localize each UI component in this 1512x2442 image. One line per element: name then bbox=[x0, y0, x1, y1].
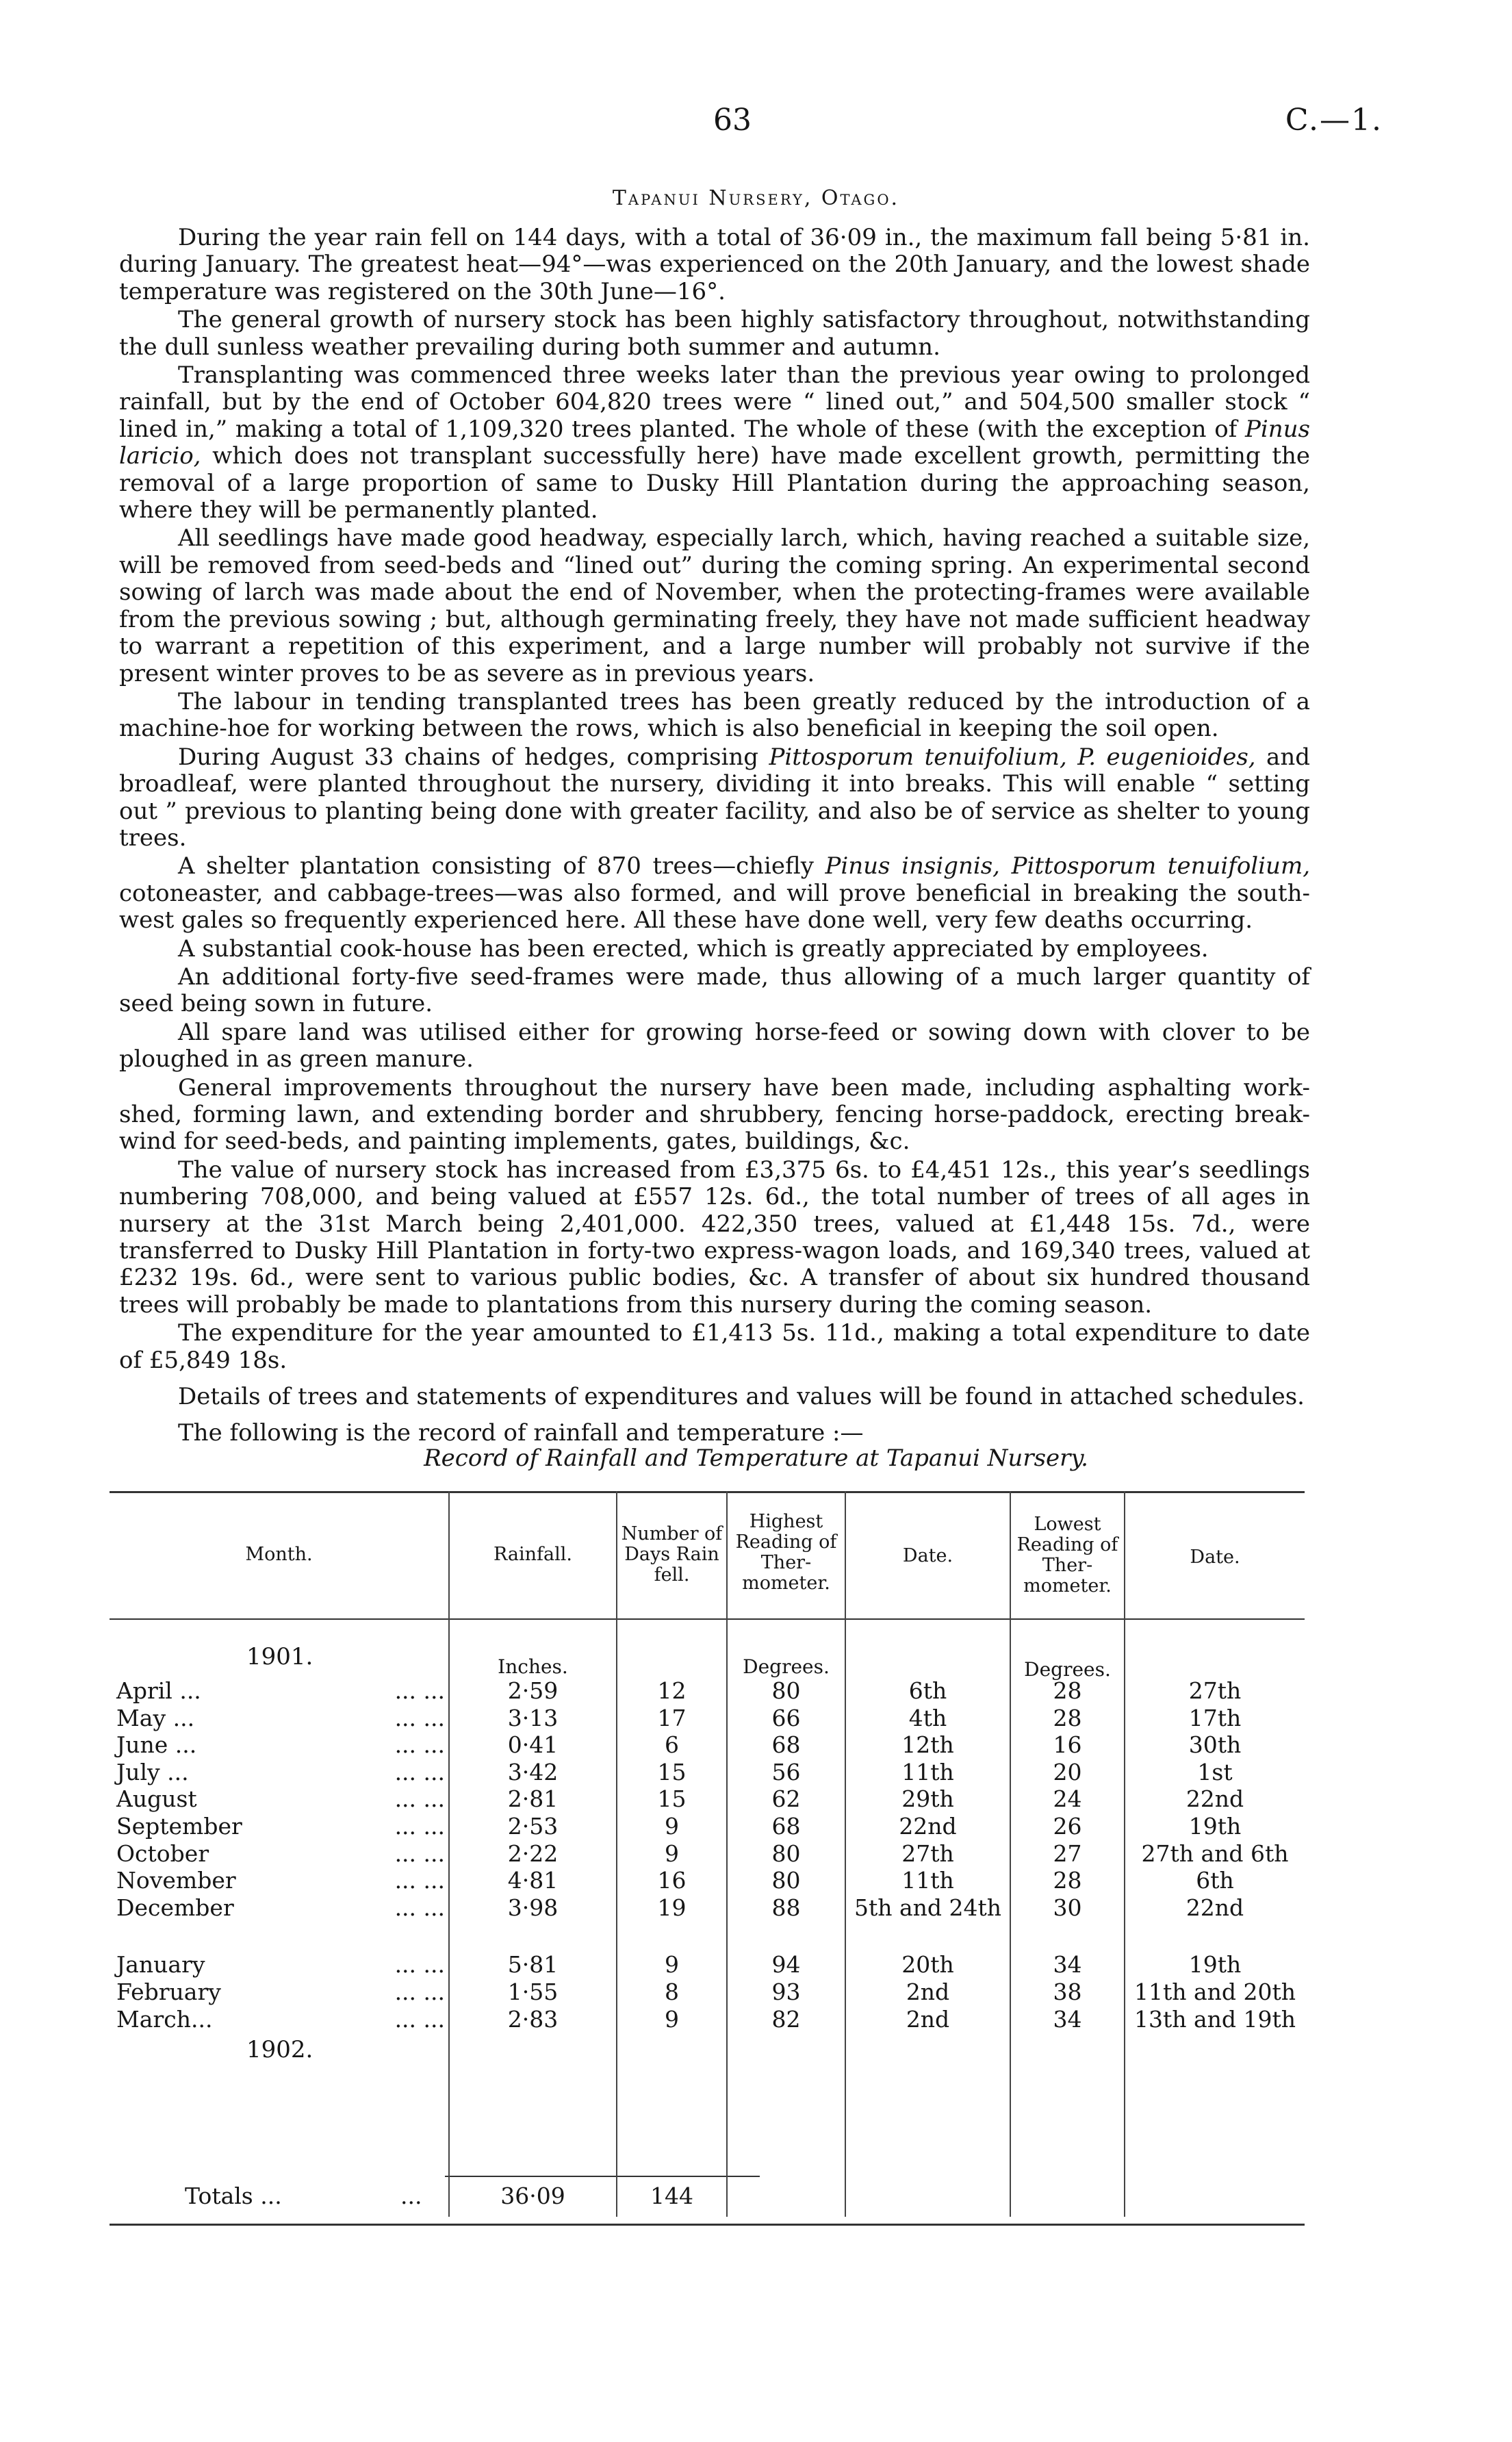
paragraph-rainfall-summary: During the year rain fell on 144 days, with a total of 36·09 in., the maximum fall being 5·81 in. during January. The greatest heat—94°—was experienced on the 20th January, and the lowest shade temperature was registered on the 30th June—16°. bbox=[119, 224, 1310, 305]
document-reference: C.—1. bbox=[1285, 103, 1383, 138]
cell-date-high: 11th bbox=[901, 1867, 954, 1894]
cell-lowest: 24 bbox=[1053, 1785, 1082, 1813]
header-highest: Highest Reading of Ther-mometer. bbox=[735, 1511, 837, 1594]
paragraph-cook-house: A substantial cook-house has been erected, which is greatly appreciated by employees. bbox=[178, 934, 1209, 963]
cell-highest: 80 bbox=[771, 1677, 801, 1704]
cell-rainfall: 0·41 bbox=[507, 1731, 559, 1759]
paragraph-seedlings: All seedlings have made good headway, especially larch, which, having reached a suitable size, will be removed from seed-beds and “lined out” during the coming spring. An experimental second sowing of larch was made about the end of November, when the protecting-frames were available from the previous sowing ; but, although germinating freely, they have not made sufficient headway to warrant a repetition of this experiment, and a large number will probably not survive if the present winter proves to be as severe as in previous years. bbox=[119, 524, 1310, 687]
header-rainfall: Rainfall. bbox=[493, 1544, 572, 1565]
cell-lowest: 28 bbox=[1053, 1867, 1082, 1894]
cell-rainfall: 2·59 bbox=[507, 1677, 559, 1704]
totals-rainfall: 36·09 bbox=[500, 2183, 565, 2209]
paragraph-shelter-text: A shelter plantation consisting of 870 trees—chiefly bbox=[178, 852, 814, 880]
cell-month: June ... bbox=[116, 1731, 197, 1759]
cell-leader-dots: ... ... bbox=[394, 1785, 445, 1813]
paragraph-transplanting-rest: which does not transplant successfully here) have made excellent growth, permitting the removal of a large proportion of same to Dusky Hill Plantation during the approaching season, where they will be permanently planted. bbox=[119, 442, 1310, 524]
species-name: Pinus insignis, Pittosporum tenuifolium, bbox=[825, 852, 1311, 880]
paragraph-record-intro: The following is the record of rainfall and temperature :— bbox=[178, 1419, 864, 1447]
cell-highest: 80 bbox=[771, 1840, 801, 1867]
cell-date-high: 20th bbox=[901, 1951, 954, 1979]
cell-rainfall: 2·83 bbox=[507, 2005, 559, 2033]
totals-rule bbox=[445, 2176, 760, 2177]
header-month: Month. bbox=[245, 1544, 313, 1565]
cell-leader-dots: ... ... bbox=[394, 1894, 445, 1921]
totals-dots: ... bbox=[400, 2183, 422, 2209]
paragraph-hedges-text: During August 33 chains of hedges, comprising bbox=[178, 743, 759, 771]
cell-date-low: 13th and 19th bbox=[1133, 2005, 1296, 2033]
cell-month: February bbox=[116, 1979, 221, 2005]
cell-lowest: 34 bbox=[1053, 1951, 1082, 1979]
cell-month: March... bbox=[116, 2005, 213, 2033]
cell-date-high: 6th bbox=[908, 1677, 947, 1704]
cell-date-low: 22nd bbox=[1186, 1785, 1244, 1813]
cell-days: 12 bbox=[657, 1677, 687, 1704]
totals-label: Totals ... bbox=[185, 2183, 282, 2209]
cell-date-high: 2nd bbox=[906, 1979, 950, 2005]
cell-date-low: 19th bbox=[1188, 1813, 1242, 1840]
cell-lowest: 28 bbox=[1053, 1677, 1082, 1704]
table-header-rule bbox=[110, 1618, 1305, 1620]
cell-rainfall: 2·22 bbox=[507, 1840, 559, 1867]
cell-leader-dots: ... ... bbox=[394, 1731, 445, 1759]
totals-days: 144 bbox=[650, 2183, 693, 2209]
cell-days: 16 bbox=[657, 1867, 687, 1894]
paragraph-growth: The general growth of nursery stock has been highly satisfactory throughout, notwithstanding the dull sunless weather prevailing during both summer and autumn. bbox=[119, 306, 1310, 361]
cell-lowest: 20 bbox=[1053, 1758, 1082, 1785]
year-label: 1902. bbox=[246, 2036, 313, 2063]
cell-date-low: 27th and 6th bbox=[1141, 1840, 1289, 1867]
cell-days: 17 bbox=[657, 1704, 687, 1731]
cell-rainfall: 1·55 bbox=[507, 1979, 559, 2005]
cell-highest: 82 bbox=[771, 2005, 801, 2033]
unit-degrees: Degrees. bbox=[743, 1655, 830, 1678]
cell-days: 9 bbox=[665, 1840, 679, 1867]
cell-month: January bbox=[116, 1951, 205, 1979]
species-name: Pinus laricio, bbox=[119, 415, 1310, 470]
cell-leader-dots: ... ... bbox=[394, 1704, 445, 1731]
header-days: Number of Days Rain fell. bbox=[621, 1523, 723, 1586]
cell-highest: 93 bbox=[771, 1979, 801, 2005]
cell-month: July ... bbox=[116, 1758, 189, 1785]
cell-highest: 62 bbox=[771, 1785, 801, 1813]
cell-rainfall: 5·81 bbox=[507, 1951, 559, 1979]
cell-date-high: 12th bbox=[901, 1731, 954, 1759]
cell-rainfall: 4·81 bbox=[507, 1867, 559, 1894]
cell-highest: 80 bbox=[771, 1867, 801, 1894]
cell-month: September bbox=[116, 1813, 242, 1840]
cell-days: 19 bbox=[657, 1894, 687, 1921]
paragraph-shelter-rest: cotoneaster, and cabbage-trees—was also formed, and will prove beneficial in breaking the south-west gales so frequently experienced here. All these have done well, very few deaths occurring. bbox=[119, 879, 1310, 934]
cell-leader-dots: ... ... bbox=[394, 1813, 445, 1840]
cell-rainfall: 2·81 bbox=[507, 1785, 559, 1813]
cell-date-low: 6th bbox=[1196, 1867, 1234, 1894]
cell-lowest: 27 bbox=[1053, 1840, 1082, 1867]
section-title: Tapanui Nursery, Otago. bbox=[612, 186, 900, 210]
body-text bbox=[119, 225, 1310, 1447]
cell-days: 8 bbox=[665, 1979, 679, 2005]
table-top-rule bbox=[110, 1491, 1305, 1493]
paragraph-labour: The labour in tending transplanted trees has been greatly reduced by the introduction of a machine-hoe for working between the rows, which is also beneficial in keeping the soil open. bbox=[119, 687, 1310, 743]
cell-date-low: 11th and 20th bbox=[1133, 1979, 1296, 2005]
cell-month: May ... bbox=[116, 1704, 195, 1731]
cell-lowest: 38 bbox=[1053, 1979, 1082, 2005]
cell-date-low: 17th bbox=[1188, 1704, 1242, 1731]
paragraph-schedules: Details of trees and statements of expenditures and values will be found in attached schedules. bbox=[178, 1383, 1305, 1411]
cell-rainfall: 3·98 bbox=[507, 1894, 559, 1921]
cell-leader-dots: ... ... bbox=[394, 1677, 445, 1704]
cell-leader-dots: ... ... bbox=[394, 1867, 445, 1894]
page-number: 63 bbox=[713, 103, 752, 138]
cell-rainfall: 3·13 bbox=[507, 1704, 559, 1731]
cell-month: December bbox=[116, 1894, 234, 1921]
cell-date-high: 4th bbox=[908, 1704, 947, 1731]
cell-days: 15 bbox=[657, 1758, 687, 1785]
cell-date-high: 5th and 24th bbox=[854, 1894, 1002, 1921]
header-lowest: Lowest Reading of Ther-mometer. bbox=[1016, 1514, 1118, 1597]
paragraph-hedges-and: and bbox=[1255, 743, 1310, 771]
paragraph-expenditure: The expenditure for the year amounted to £1,413 5s. 11d., making a total expenditure to date of £5,849 18s. bbox=[119, 1319, 1310, 1374]
cell-date-high: 27th bbox=[901, 1840, 954, 1867]
cell-highest: 68 bbox=[771, 1813, 801, 1840]
cell-highest: 94 bbox=[771, 1951, 801, 1979]
cell-date-high: 11th bbox=[901, 1758, 954, 1785]
paragraph-spare-land: All spare land was utilised either for growing horse-feed or sowing down with clover to be ploughed in as green manure. bbox=[119, 1018, 1310, 1073]
cell-lowest: 26 bbox=[1053, 1813, 1082, 1840]
paragraph-transplanting-text: Transplanting was commenced three weeks later than the previous year owing to prolonged rainfall, but by the end of October 604,820 trees were “ lined out,” and 504,500 smaller stock “ lined in,” making a total of 1,109,320 trees planted. The whole of these (with the exception of bbox=[119, 361, 1310, 443]
species-name: Pittosporum tenuifolium, bbox=[769, 743, 1067, 771]
cell-days: 9 bbox=[665, 1951, 679, 1979]
paragraph-nursery-value: The value of nursery stock has increased from £3,375 6s. to £4,451 12s., this year’s seedlings numbering 708,000, and being valued at £557 12s. 6d., the total number of trees of all ages in nursery at the 31st March being 2,401,000. 422,350 trees, valued at £1,448 15s. 7d., were transferred to Dusky Hill Plantation in forty-two express-wagon loads, and 169,340 trees, valued at £232 19s. 6d., were sent to various public bodies, &c. A transfer of about six hundred thousand trees will probably be made to plantations from this nursery during the coming season. bbox=[119, 1156, 1310, 1319]
cell-leader-dots: ... ... bbox=[394, 1758, 445, 1785]
paragraph-shelter bbox=[119, 853, 1310, 934]
cell-date-low: 30th bbox=[1188, 1731, 1242, 1759]
unit-inches: Inches. bbox=[498, 1655, 568, 1678]
paragraph-hedges-rest: broadleaf, were planted throughout the nursery, dividing it into breaks. This will enable “ setting out ” previous to planting being done with greater facility, and also be of service as shelter to young trees. bbox=[119, 770, 1310, 852]
species-name: P. eugenioides, bbox=[1077, 743, 1256, 771]
paragraph-hedges bbox=[119, 744, 1310, 852]
cell-highest: 66 bbox=[771, 1704, 801, 1731]
cell-date-low: 1st bbox=[1197, 1758, 1233, 1785]
paragraph-transplanting bbox=[119, 362, 1310, 524]
table-bottom-rule bbox=[110, 2224, 1305, 2226]
cell-highest: 56 bbox=[771, 1758, 801, 1785]
cell-leader-dots: ... ... bbox=[394, 1979, 445, 2005]
paragraph-seed-frames: An additional forty-five seed-frames were made, thus allowing of a much larger quantity of seed being sown in future. bbox=[119, 963, 1310, 1018]
table-caption: Record of Rainfall and Temperature at Tapanui Nursery. bbox=[424, 1445, 1088, 1472]
cell-lowest: 28 bbox=[1053, 1704, 1082, 1731]
cell-days: 6 bbox=[665, 1731, 679, 1759]
cell-leader-dots: ... ... bbox=[394, 1951, 445, 1979]
cell-lowest: 16 bbox=[1053, 1731, 1082, 1759]
cell-days: 9 bbox=[665, 1813, 679, 1840]
cell-lowest: 34 bbox=[1053, 2005, 1082, 2033]
cell-month: October bbox=[116, 1840, 209, 1867]
cell-highest: 68 bbox=[771, 1731, 801, 1759]
rainfall-temperature-table bbox=[110, 1491, 1305, 2209]
cell-highest: 88 bbox=[771, 1894, 801, 1921]
cell-rainfall: 2·53 bbox=[507, 1813, 559, 1840]
cell-rainfall: 3·42 bbox=[507, 1758, 559, 1785]
cell-days: 9 bbox=[665, 2005, 679, 2033]
cell-date-high: 22nd bbox=[899, 1813, 957, 1840]
cell-month: August bbox=[116, 1785, 197, 1813]
year-label: 1901. bbox=[246, 1643, 313, 1670]
cell-date-low: 19th bbox=[1188, 1951, 1242, 1979]
cell-date-low: 22nd bbox=[1186, 1894, 1244, 1921]
cell-date-low: 27th bbox=[1188, 1677, 1242, 1704]
cell-lowest: 30 bbox=[1053, 1894, 1082, 1921]
cell-date-high: 29th bbox=[901, 1785, 954, 1813]
cell-leader-dots: ... ... bbox=[394, 2005, 445, 2033]
cell-leader-dots: ... ... bbox=[394, 1840, 445, 1867]
cell-days: 15 bbox=[657, 1785, 687, 1813]
unit-degrees: Degrees. bbox=[1024, 1658, 1111, 1681]
header-date-high: Date. bbox=[902, 1545, 953, 1566]
cell-month: April ... bbox=[116, 1677, 201, 1704]
paragraph-improvements: General improvements throughout the nursery have been made, including asphalting work-shed, forming lawn, and extending border and shrubbery, fencing horse-paddock, erecting break-wind for seed-beds, and painting implements, gates, buildings, &c. bbox=[119, 1073, 1310, 1156]
header-date-low: Date. bbox=[1190, 1547, 1240, 1568]
cell-date-high: 2nd bbox=[906, 2005, 950, 2033]
cell-month: November bbox=[116, 1867, 236, 1894]
